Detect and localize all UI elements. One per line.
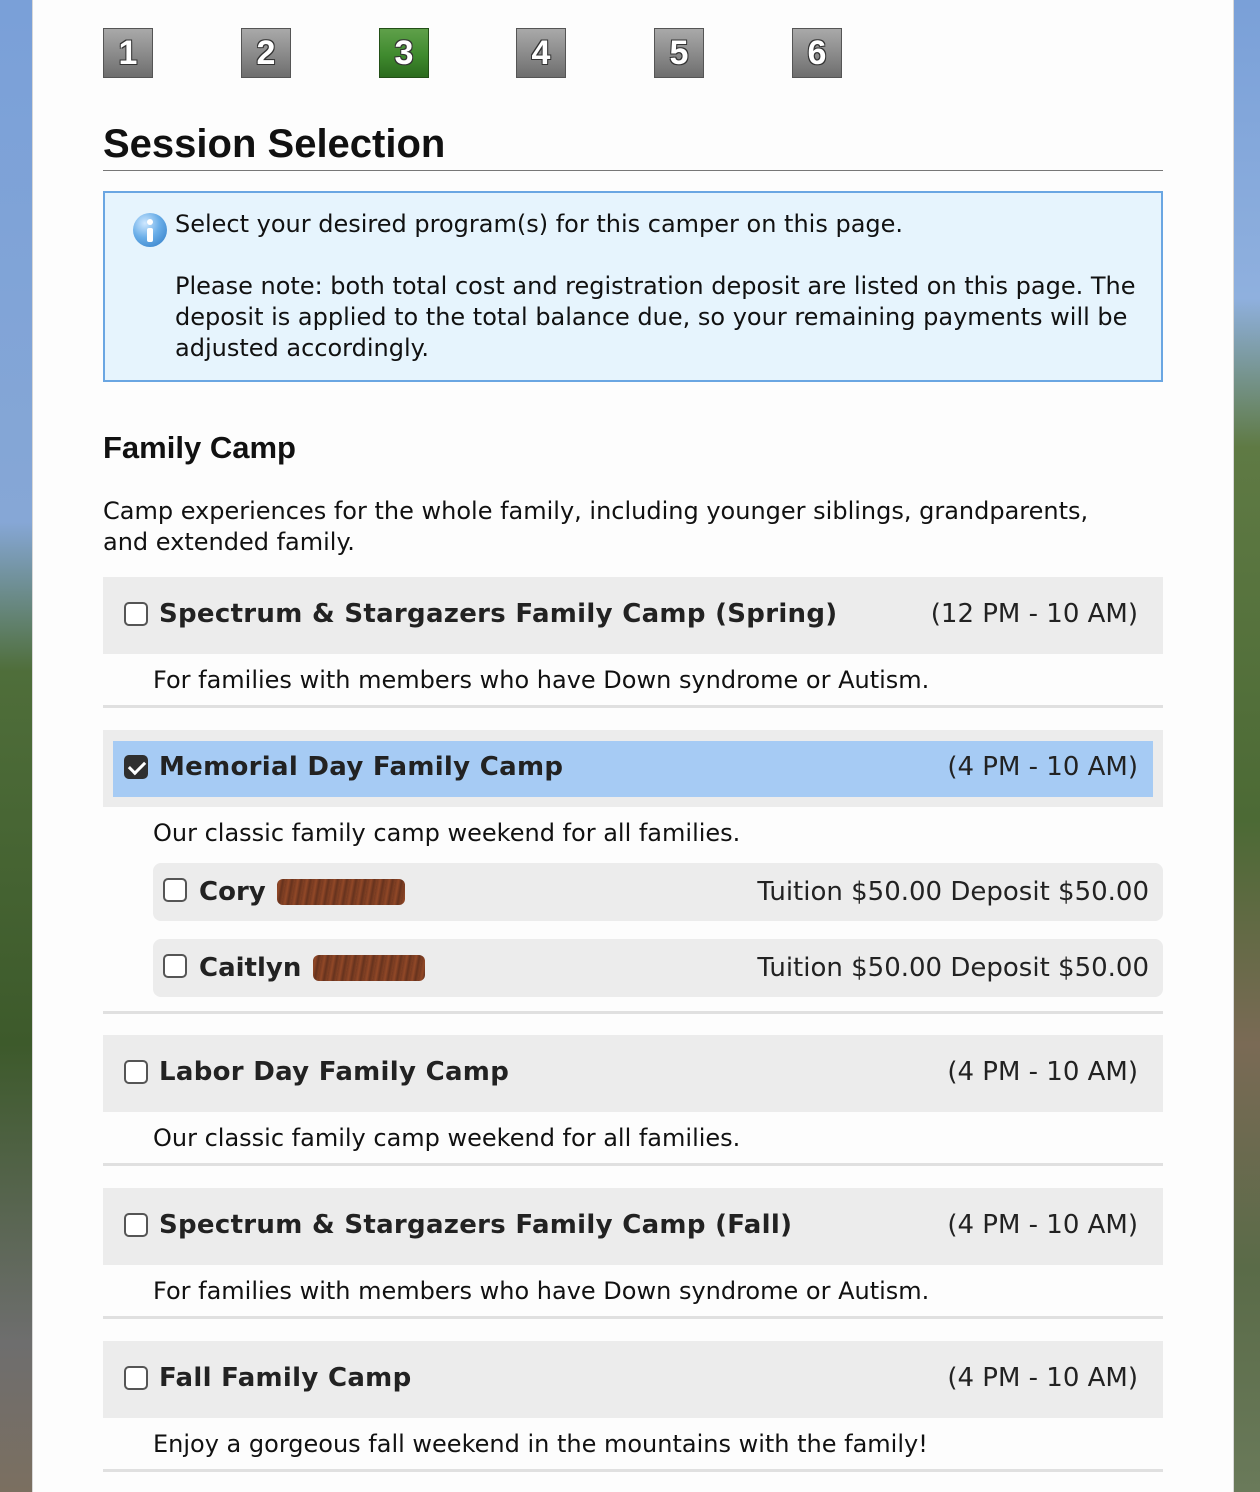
session-name: Fall Family Camp <box>159 1363 412 1393</box>
info-line-2: Please note: both total cost and registration deposit are listed on this page. The deposit is applied to the total balance due, so your remaining payments will be adjusted accordingly. <box>175 272 1136 362</box>
step-3-button[interactable]: 3 <box>379 28 429 78</box>
session-time: (4 PM - 10 AM) <box>947 1363 1138 1393</box>
session-time: (4 PM - 10 AM) <box>947 752 1138 782</box>
camper-checkbox[interactable] <box>163 954 187 978</box>
registration-panel <box>32 0 1234 1492</box>
session-divider <box>103 1469 1163 1472</box>
session-time: (12 PM - 10 AM) <box>930 599 1138 629</box>
session-checkbox[interactable] <box>124 1060 148 1084</box>
redacted-surname <box>313 955 425 981</box>
camper-row-caitlyn[interactable] <box>153 939 1163 997</box>
session-divider <box>103 1011 1163 1014</box>
step-1-button[interactable]: 1 <box>103 28 153 78</box>
session-name: Memorial Day Family Camp <box>159 752 564 782</box>
camper-name: Cory <box>199 877 266 907</box>
session-name: Labor Day Family Camp <box>159 1057 510 1087</box>
background-photo-left <box>0 0 32 1492</box>
camper-checkbox[interactable] <box>163 878 187 902</box>
session-divider <box>103 1163 1163 1166</box>
camper-fee: Tuition $50.00 Deposit $50.00 <box>757 953 1149 983</box>
camper-fee: Tuition $50.00 Deposit $50.00 <box>757 877 1149 907</box>
session-checkbox[interactable] <box>124 602 148 626</box>
session-description: For families with members who have Down syndrome or Autism. <box>153 666 930 694</box>
session-checkbox[interactable] <box>124 1366 148 1390</box>
step-6-button[interactable]: 6 <box>792 28 842 78</box>
redacted-surname <box>277 879 405 905</box>
section-title: Family Camp <box>103 430 296 465</box>
session-divider <box>103 1316 1163 1319</box>
info-line-1: Select your desired program(s) for this camper on this page. <box>175 210 904 238</box>
page-title: Session Selection <box>103 120 1163 171</box>
info-box <box>103 191 1163 382</box>
session-header[interactable] <box>103 1341 1163 1418</box>
step-4-button[interactable]: 4 <box>516 28 566 78</box>
camper-name: Caitlyn <box>199 953 302 983</box>
session-checkbox[interactable] <box>124 1213 148 1237</box>
session-name: Spectrum & Stargazers Family Camp (Fall) <box>159 1210 793 1240</box>
session-header[interactable] <box>103 577 1163 654</box>
session-time: (4 PM - 10 AM) <box>947 1210 1138 1240</box>
background-photo-right <box>1232 0 1260 1492</box>
section-description: Camp experiences for the whole family, including younger siblings, grandparents, and extended family. <box>103 497 1089 556</box>
session-header[interactable] <box>103 1035 1163 1112</box>
session-description: Our classic family camp weekend for all families. <box>153 1124 741 1152</box>
session-description: For families with members who have Down syndrome or Autism. <box>153 1277 930 1305</box>
session-divider <box>103 705 1163 708</box>
info-icon <box>133 213 167 247</box>
session-description: Enjoy a gorgeous fall weekend in the mountains with the family! <box>153 1430 928 1458</box>
session-checkbox-checked[interactable] <box>124 755 148 779</box>
step-5-button[interactable]: 5 <box>654 28 704 78</box>
session-header[interactable] <box>103 1188 1163 1265</box>
session-description: Our classic family camp weekend for all families. <box>153 819 741 847</box>
step-2-button[interactable]: 2 <box>241 28 291 78</box>
session-header[interactable] <box>103 730 1163 807</box>
camper-row-cory[interactable] <box>153 863 1163 921</box>
session-name: Spectrum & Stargazers Family Camp (Spring) <box>159 599 838 629</box>
session-time: (4 PM - 10 AM) <box>947 1057 1138 1087</box>
